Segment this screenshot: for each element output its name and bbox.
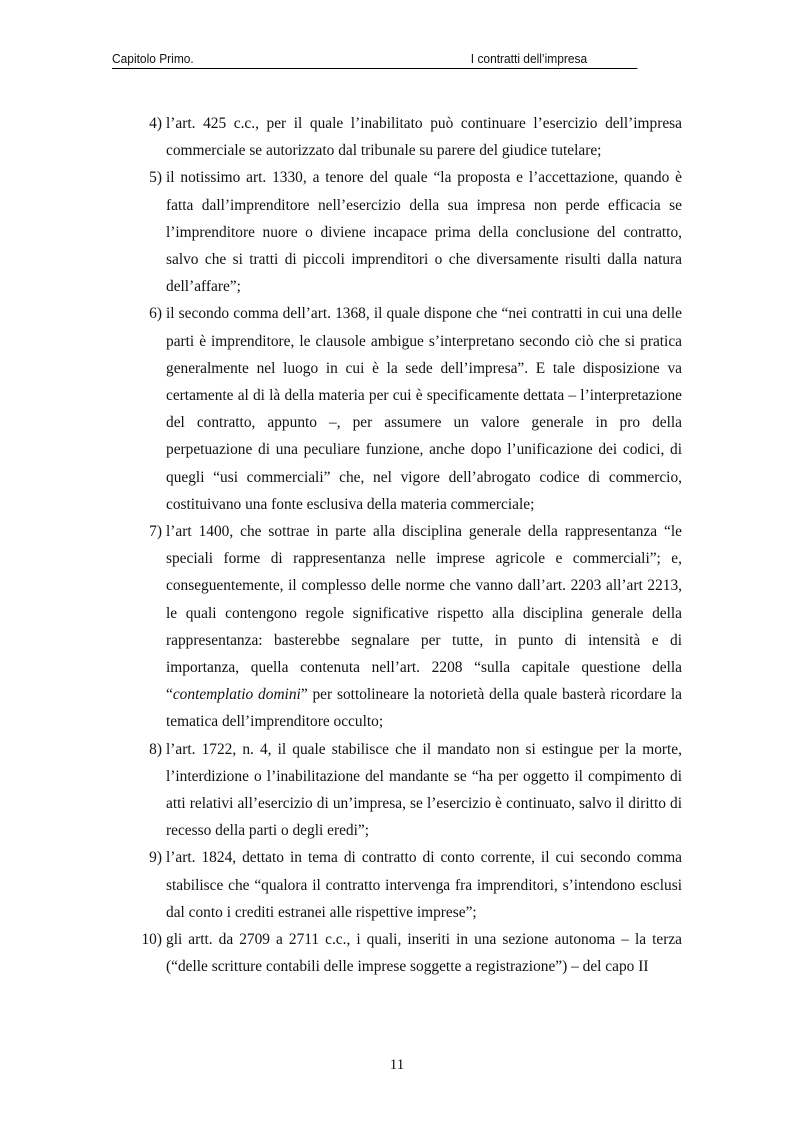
list-item xyxy=(136,736,682,845)
list-item xyxy=(136,300,682,518)
list-item xyxy=(136,926,682,980)
list-item-text: l’art. 1722, n. 4, il quale stabilisce che il mandato non si estingue per la morte, l’interdizione o l’inabilitazione del mandante se “ha per oggetto il compimento di atti relativi all’esercizio di un’impresa, se l’esercizio è continuato, salvo il diritto di recesso della parti o degli eredi”; xyxy=(166,740,682,840)
body-text xyxy=(136,110,682,981)
list-item-italic-text: contemplatio domini xyxy=(172,686,301,704)
list-item xyxy=(136,518,682,736)
chapter-label: Capitolo Primo. xyxy=(112,51,194,66)
page-header xyxy=(112,50,637,69)
list-item-number: 8) xyxy=(149,740,162,758)
list-item-number: 7) xyxy=(149,523,162,541)
list-item-number: 6) xyxy=(149,305,162,323)
list-item-text: il notissimo art. 1330, a tenore del quale “la proposta e l’accettazione, quando è fatta dall’imprenditore nell’esercizio della sua impresa non perde efficacia se l’imprenditore nuore o diviene incapace prima della conclusione del contratto, salvo che si tratti di piccoli imprenditori o che diversamente risulti dalla natura dell’affare”; xyxy=(166,169,682,296)
list-item-number: 4) xyxy=(149,115,162,132)
running-title: I contratti dell’impresa xyxy=(470,51,588,66)
list-item-text: gli artt. da 2709 a 2711 c.c., i quali, inseriti in una sezione autonoma – la terza (“delle scritture contabili delle imprese soggette a registrazione”) – del capo II xyxy=(166,931,682,976)
page-number: 11 xyxy=(389,1057,405,1073)
list-item-text: l’art 1400, che sottrae in parte alla disciplina generale della rappresentanza “le speciali forme di rappresentanza nelle imprese agricole e commerciali”; e, conseguentemente, il complesso delle norme che vanno dall’art. 2203 all’art 2213, le quali contengono regole significative rispetto alla disciplina generale della rappresentanza: basterebbe segnalare per tutte, in punto di intensità e di importanza, quella contenuta nell’art. 2208 “sulla capitale questione della “ xyxy=(166,523,682,704)
list-item-text: ” per sottolineare la notorietà della quale basterà ricordare la tematica dell’imprenditore occulto; xyxy=(166,686,682,731)
list-item xyxy=(136,110,682,164)
list-item-number: 10) xyxy=(141,931,162,949)
list-item xyxy=(136,844,682,926)
list-item xyxy=(136,164,682,300)
list-item-text: l’art. 425 c.c., per il quale l’inabilitato può continuare l’esercizio dell’impresa commerciale se autorizzato dal tribunale su parere del giudice tutelare; xyxy=(166,115,682,160)
list-item-text: l’art. 1824, dettato in tema di contratto di conto corrente, il cui secondo comma stabilisce che “qualora il contratto intervenga fra imprenditori, s’intendono esclusi dal conto i crediti estranei alle rispettive imprese”; xyxy=(166,849,682,921)
list-item-number: 9) xyxy=(149,849,162,867)
list-item-text: il secondo comma dell’art. 1368, il quale dispone che “nei contratti in cui una delle parti è imprenditore, le clausole ambigue s’interpretano secondo ciò che si pratica generalmente nel luogo in cui è la sede dell’impresa”. E tale disposizione va certamente al di là della materia per cui è specificamente dettata – l’interpretazione del contratto, appunto –, per assumere un valore generale in pro della perpetuazione di una peculiare funzione, anche dopo l’unificazione dei codici, di quegli “usi commerciali” che, nel vigore dell’abrogato codice di commercio, costituivano una fonte esclusiva della materia commerciale; xyxy=(166,305,682,513)
list-item-number: 5) xyxy=(149,169,162,187)
